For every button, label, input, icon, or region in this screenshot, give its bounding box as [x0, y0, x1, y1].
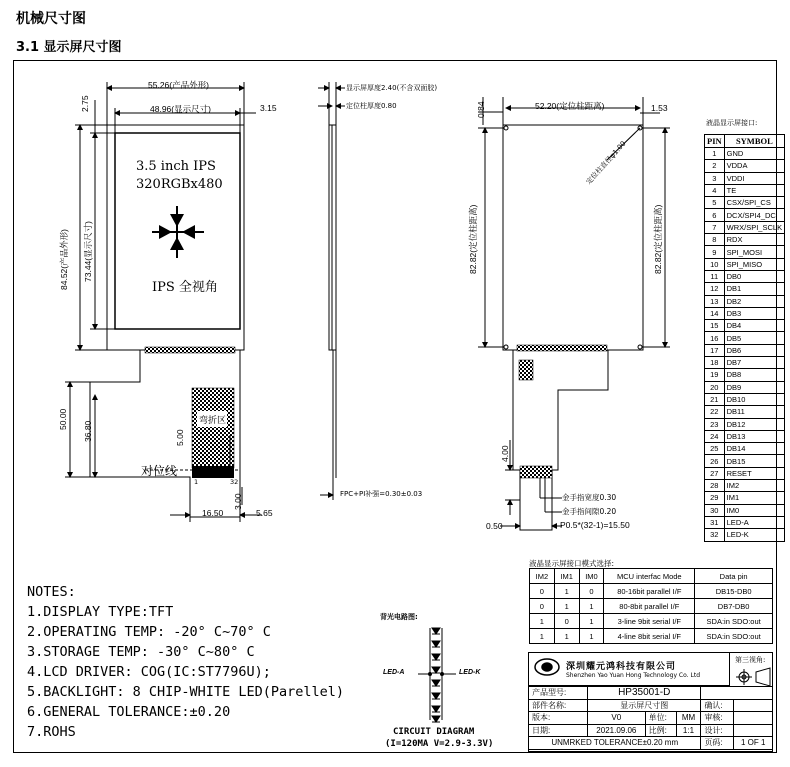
dim-right-offset: 3.15 [260, 103, 277, 113]
pin-header: PIN [705, 135, 725, 148]
product-label: 产品型号: [529, 687, 588, 700]
mode-cell: DB7-DB0 [695, 599, 773, 614]
pin-row [705, 307, 785, 319]
mode-header: Data pin [695, 569, 773, 584]
dim-bottom-left: 16.50 [202, 508, 224, 518]
pin-number: 14 [705, 307, 725, 319]
pin-row [705, 221, 785, 233]
pin-row [705, 516, 785, 528]
mode-cell: 0 [530, 584, 555, 599]
led-a-label: LED-A [383, 669, 405, 676]
pin-number: 10 [705, 258, 725, 270]
mode-header: IM0 [579, 569, 604, 584]
dim-post-diameter: 定位柱直径φ1.00 [584, 139, 628, 187]
mode-cell: 80-16bit parallel I/F [604, 584, 695, 599]
circuit-title: CIRCUIT DIAGRAM [393, 727, 475, 737]
back-view [478, 97, 670, 530]
bend-zone-label: 弯折区 [199, 416, 227, 426]
pin-symbol: RDX [724, 234, 784, 246]
screen-viewing-text: IPS 全视角 [152, 280, 218, 295]
review-label: 审核: [701, 712, 734, 725]
note-item: 4.LCD DRIVER: COG(IC:ST7796U); [27, 664, 271, 680]
dim-pitch-distance: 52.20(定位柱距离) [535, 101, 605, 111]
symbol-header: SYMBOL [724, 135, 784, 148]
confirm-label: 确认: [701, 699, 734, 712]
pin-row [705, 381, 785, 393]
screen-size-text: 3.5 inch IPS [136, 159, 216, 174]
dim-fpc-note: FPC+PI补强=0.30±0.03 [340, 490, 423, 498]
pin-number: 22 [705, 406, 725, 418]
center-cross-icon [152, 206, 204, 258]
pin-row [705, 504, 785, 516]
mode-table-caption: 液晶显示屏接口模式选择: [529, 559, 615, 568]
date-label: 日期: [529, 724, 588, 737]
mode-cell: DB15-DB0 [695, 584, 773, 599]
pin-row [705, 480, 785, 492]
circuit-caption: 背光电路图: [380, 613, 418, 621]
scale-label: 比例: [645, 724, 676, 737]
pin-row [705, 529, 785, 541]
dim-width-display: 48.96(显示尺寸) [150, 104, 211, 114]
gold-finger-width: 金手指宽度0.30 [562, 493, 617, 502]
pin-number: 23 [705, 418, 725, 430]
pin-row [705, 258, 785, 270]
notes-block [27, 582, 344, 742]
pin-symbol: LED-A [724, 516, 784, 528]
pin-row [705, 369, 785, 381]
screen-resolution-text: 320RGBx480 [136, 177, 223, 192]
pin-symbol: DB4 [724, 320, 784, 332]
dim-fpc-3: 3.00 [233, 493, 243, 510]
pin-symbol: CSX/SPI_CS [724, 197, 784, 209]
pin-row [705, 209, 785, 221]
pin-table [704, 134, 785, 542]
pin-row [705, 295, 785, 307]
pin-symbol: SPI_MISO [724, 258, 784, 270]
unit-label: 单位: [645, 712, 676, 725]
front-view [65, 82, 262, 522]
title-block-table [528, 686, 773, 750]
pin-number: 21 [705, 393, 725, 405]
pin-number: 17 [705, 344, 725, 356]
pin-number: 20 [705, 381, 725, 393]
third-view-label: 第三视角: [735, 656, 766, 664]
pin-symbol: DCX/SPI4_DC [724, 209, 784, 221]
pin-symbol: DB0 [724, 270, 784, 282]
pin-number: 4 [705, 184, 725, 196]
pin-symbol: RESET [724, 467, 784, 479]
note-item: 7.ROHS [27, 724, 76, 740]
mode-cell: 1 [579, 629, 604, 644]
pin-number: 7 [705, 221, 725, 233]
circuit-diagram [418, 628, 456, 722]
bend-zone [192, 388, 234, 468]
pin-symbol: IM1 [724, 492, 784, 504]
mode-cell: 80-8bit parallel I/F [604, 599, 695, 614]
pin-number: 9 [705, 246, 725, 258]
pin-number: 1 [705, 148, 725, 160]
pin-number: 29 [705, 492, 725, 504]
dim-post-thickness: 定位柱厚度0.80 [346, 102, 397, 110]
pin-symbol: IM2 [724, 480, 784, 492]
pin-number: 30 [705, 504, 725, 516]
pin-row [705, 418, 785, 430]
pin-number: 32 [705, 529, 725, 541]
mode-table [529, 568, 773, 644]
pin-row [705, 172, 785, 184]
pin-number: 3 [705, 172, 725, 184]
pin-row [705, 160, 785, 172]
pin-row [705, 234, 785, 246]
pin-symbol: DB3 [724, 307, 784, 319]
led-k-label: LED-K [459, 669, 481, 676]
dim-back-right: 1.53 [651, 103, 668, 113]
mode-cell: 1 [554, 629, 579, 644]
dim-width-outline: 55.26(产品外形) [148, 80, 209, 90]
mode-header: IM2 [530, 569, 555, 584]
dim-bottom-right: 5.65 [256, 508, 273, 518]
pin-symbol: DB2 [724, 295, 784, 307]
pin-row [705, 357, 785, 369]
pin-number: 16 [705, 332, 725, 344]
pin-symbol: DB5 [724, 332, 784, 344]
section-title: 机械尺寸图 [16, 11, 86, 27]
pin-number: 25 [705, 443, 725, 455]
dim-height-outline: 84.52(产品外形) [59, 229, 69, 290]
side-view [318, 82, 345, 500]
mode-cell: 1 [554, 599, 579, 614]
dim-fpc-length: 50.00 [58, 408, 68, 430]
pin-row [705, 344, 785, 356]
company-name-cn: 深圳耀元鸿科技有限公司 [566, 662, 677, 672]
company-name-en: Shenzhen Yao Yuan Hong Technology Co. Ltd [566, 672, 701, 679]
pin-number: 18 [705, 357, 725, 369]
mode-row [530, 629, 773, 644]
dim-height-display: 73.44(显示尺寸) [83, 221, 93, 282]
pin-number: 15 [705, 320, 725, 332]
mode-cell: SDA:in SDO:out [695, 629, 773, 644]
mode-cell: 1 [579, 599, 604, 614]
dim-left-height: 82.82(定位柱距离) [468, 204, 478, 274]
pin-row [705, 283, 785, 295]
mode-cell: 0 [530, 599, 555, 614]
mode-cell: 3-line 9bit serial I/F [604, 614, 695, 629]
date-value: 2021.09.06 [588, 724, 646, 737]
dim-pitch-total: P0.5*(32-1)=15.50 [560, 520, 630, 530]
pin-number: 12 [705, 283, 725, 295]
dim-fpc-5: 5.00 [175, 429, 185, 446]
pin-number: 28 [705, 480, 725, 492]
note-item: 3.STORAGE TEMP: -30° C~80° C [27, 644, 255, 660]
pin-number: 26 [705, 455, 725, 467]
pin-row [705, 430, 785, 442]
mode-cell: 1 [530, 614, 555, 629]
pin-symbol: DB13 [724, 430, 784, 442]
dim-tail: 4.00 [500, 445, 510, 462]
mode-cell: 1 [530, 629, 555, 644]
pin-symbol: DB9 [724, 381, 784, 393]
pin-symbol: VDDI [724, 172, 784, 184]
dim-fpc-inner: 36.80 [83, 420, 93, 442]
notes-title: NOTES: [27, 584, 76, 600]
pin-row [705, 492, 785, 504]
dim-fpc-32: 32 [230, 478, 239, 486]
pin-row [705, 443, 785, 455]
page-value: 1 OF 1 [734, 737, 773, 750]
pin-symbol: LED-K [724, 529, 784, 541]
mode-cell: 1 [554, 584, 579, 599]
scale-value: 1:1 [676, 724, 701, 737]
mode-row [530, 599, 773, 614]
dim-top-offset: 2.75 [80, 95, 90, 112]
pin-symbol: VDDA [724, 160, 784, 172]
mode-cell: 1 [579, 614, 604, 629]
pin-table-caption: 液晶显示屏接口: [706, 119, 758, 127]
page-label: 页码: [701, 737, 734, 750]
mode-cell: 4-line 8bit serial I/F [604, 629, 695, 644]
dim-back-top: 0.84 [476, 101, 486, 118]
product-value: HP35001-D [588, 687, 701, 700]
pin-symbol: IM0 [724, 504, 784, 516]
pin-row [705, 197, 785, 209]
pin-symbol: DB1 [724, 283, 784, 295]
circuit-subtitle: (I=120MA V=2.9-3.3V) [385, 739, 494, 749]
pin-symbol: DB8 [724, 369, 784, 381]
design-label: 设计: [701, 724, 734, 737]
gold-finger-gap: 金手指间隙0.20 [562, 507, 617, 516]
subsection-title: 3.1 显示屏尺寸图 [16, 40, 122, 55]
pin-symbol: SPI_MOSI [724, 246, 784, 258]
mode-cell: 0 [579, 584, 604, 599]
note-item: 6.GENERAL TOLERANCE:±0.20 [27, 704, 231, 720]
pin-symbol: DB14 [724, 443, 784, 455]
pin-symbol: DB10 [724, 393, 784, 405]
pin-row [705, 270, 785, 282]
pin-row [705, 148, 785, 160]
pin-symbol: GND [724, 148, 784, 160]
pin-symbol: DB11 [724, 406, 784, 418]
mode-row [530, 584, 773, 599]
dim-fpc-1: 1 [194, 478, 199, 486]
note-item: 1.DISPLAY TYPE:TFT [27, 604, 174, 620]
tolerance-text: UNMRKED TOLERANCE±0.20 mm [529, 737, 701, 750]
pin-number: 27 [705, 467, 725, 479]
pin-symbol: DB12 [724, 418, 784, 430]
pin-number: 11 [705, 270, 725, 282]
pin-symbol: TE [724, 184, 784, 196]
dim-right-height: 82.82(定位柱距离) [653, 204, 663, 274]
mode-cell: SDA:in SDO:out [695, 614, 773, 629]
dim-thickness: 显示屏厚度2.40(不含双面胶) [346, 84, 438, 92]
mode-cell: 0 [554, 614, 579, 629]
pin-number: 31 [705, 516, 725, 528]
mode-header: IM1 [554, 569, 579, 584]
mode-row [530, 614, 773, 629]
pin-number: 8 [705, 234, 725, 246]
pin-number: 24 [705, 430, 725, 442]
part-label: 部件名称: [529, 699, 588, 712]
pin-row [705, 332, 785, 344]
pin-symbol: DB6 [724, 344, 784, 356]
pin-row [705, 467, 785, 479]
pin-symbol: WRX/SPI_SCLK [724, 221, 784, 233]
pin-number: 19 [705, 369, 725, 381]
align-line-label: 对位线 [141, 464, 178, 478]
version-label: 版本: [529, 712, 588, 725]
pin-row [705, 455, 785, 467]
part-value: 显示屏尺寸图 [588, 699, 701, 712]
mode-header: MCU interfac Mode [604, 569, 695, 584]
pin-row [705, 393, 785, 405]
pin-row [705, 406, 785, 418]
note-item: 5.BACKLIGHT: 8 CHIP-WHITE LED(Parellel) [27, 684, 344, 700]
pin-symbol: DB15 [724, 455, 784, 467]
pin-row [705, 184, 785, 196]
note-item: 2.OPERATING TEMP: -20° C~70° C [27, 624, 271, 640]
pin-symbol: DB7 [724, 357, 784, 369]
pin-number: 2 [705, 160, 725, 172]
unit-value: MM [676, 712, 701, 725]
dim-back-left-small: 0.50 [486, 521, 503, 531]
pin-row [705, 320, 785, 332]
pin-number: 6 [705, 209, 725, 221]
version-value: V0 [588, 712, 646, 725]
pin-number: 5 [705, 197, 725, 209]
pin-number: 13 [705, 295, 725, 307]
pin-row [705, 246, 785, 258]
